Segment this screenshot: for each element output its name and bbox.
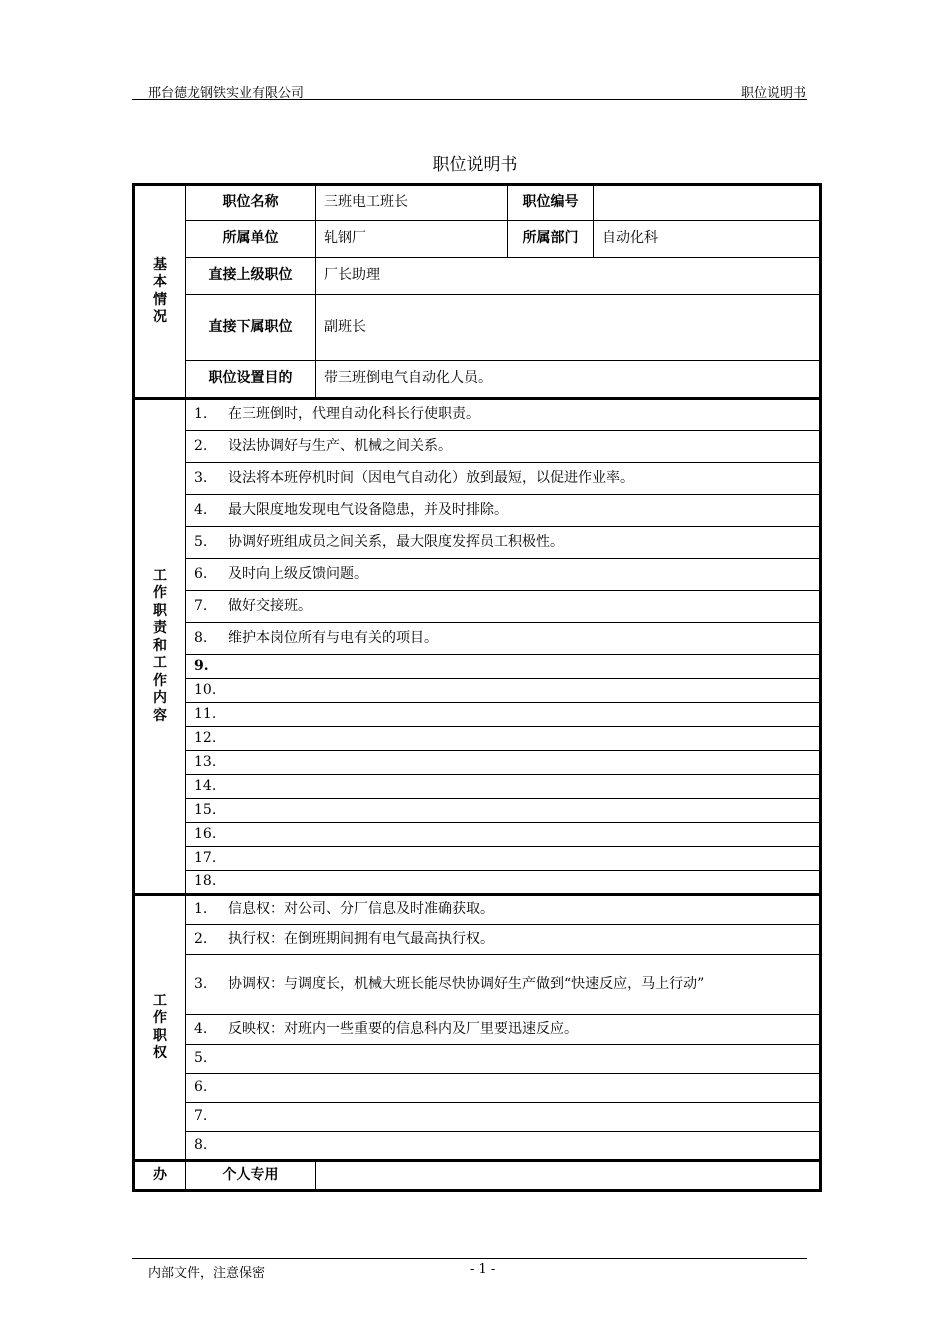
- section-duties-item: [186, 751, 821, 775]
- section-duties-item: [186, 591, 821, 623]
- item-number: 11.: [194, 705, 217, 722]
- section-duties-item: [186, 463, 821, 495]
- item-number: 16.: [194, 825, 217, 842]
- superior-value: 厂长助理: [316, 258, 821, 295]
- header-doc-name: 职位说明书: [740, 86, 806, 101]
- position-code-value: [594, 185, 821, 221]
- section-label-char: 权: [153, 1045, 167, 1061]
- section-duties-item: [186, 847, 821, 871]
- section-label-char: 职: [153, 602, 167, 619]
- section-duties-item: [186, 431, 821, 463]
- item-number: 2.: [194, 437, 208, 454]
- subordinate-value: 副班长: [316, 295, 821, 361]
- section-duties-label: [134, 399, 186, 895]
- item-text: 及时向上级反馈问题。: [228, 565, 368, 582]
- section-duties-item: [186, 399, 821, 431]
- section-duties-item: [186, 495, 821, 527]
- dept-label: 所属部门: [508, 221, 594, 258]
- item-text: 执行权：在倒班期间拥有电气最高执行权。: [228, 930, 494, 947]
- item-text: 协调权：与调度长，机械大班长能尽快协调好生产做到“快速反应，马上行动”: [228, 976, 705, 992]
- section-authority-item: [186, 1074, 821, 1103]
- section-authority-item: [186, 925, 821, 955]
- position-code-label: 职位编号: [508, 185, 594, 221]
- item-number: 4.: [194, 501, 208, 518]
- item-number: 2.: [194, 930, 208, 947]
- footer-page-number: - 1 -: [470, 1262, 496, 1277]
- item-number: 1.: [194, 406, 208, 423]
- item-number: 7.: [194, 597, 208, 614]
- section-authority-item: [186, 955, 821, 1015]
- section-duties-item: [186, 727, 821, 751]
- section-authority-item: [186, 895, 821, 925]
- item-number: 15.: [194, 801, 217, 818]
- footer-confidential: 内部文件，注意保密: [148, 1266, 266, 1281]
- item-number: 10.: [194, 681, 217, 698]
- section-label-char: 作: [153, 585, 167, 602]
- item-number: 4.: [194, 1020, 208, 1037]
- item-number: 8.: [194, 1136, 208, 1153]
- footer-rule: [132, 1258, 807, 1259]
- section-authority-item: [186, 1015, 821, 1045]
- item-text: 在三班倒时，代理自动化科长行使职责。: [228, 406, 480, 423]
- header-company: 邢台德龙钢铁实业有限公司: [148, 86, 305, 101]
- item-number: 13.: [194, 753, 217, 770]
- section-authority-item: [186, 1132, 821, 1161]
- section-duties-item: [186, 799, 821, 823]
- section-label-char: 工: [153, 567, 167, 584]
- section-duties-item: [186, 559, 821, 591]
- unit-label: 所属单位: [186, 221, 316, 258]
- section-basic-text: [143, 257, 177, 327]
- page-title: 职位说明书: [432, 155, 518, 175]
- item-text: 协调好班组成员之间关系，最大限度发挥员工积极性。: [228, 533, 564, 550]
- item-number: 6.: [194, 1079, 208, 1096]
- section-label-char: 工: [153, 992, 167, 1009]
- item-number: 14.: [194, 777, 217, 794]
- position-name-label: 职位名称: [186, 185, 316, 221]
- section-duties-item: [186, 703, 821, 727]
- item-number: 5.: [194, 533, 208, 550]
- section-authority-text: [143, 993, 177, 1063]
- section-label-char: 作: [153, 672, 167, 689]
- item-text: 信息权：对公司、分厂信息及时准确获取。: [228, 901, 494, 918]
- section-duties-item: [186, 623, 821, 655]
- item-number: 3.: [194, 469, 208, 486]
- item-number: 1.: [194, 901, 208, 918]
- unit-value: 轧钢厂: [316, 221, 508, 258]
- section-label-char: 情: [153, 291, 167, 308]
- item-text: 维护本岗位所有与电有关的项目。: [228, 629, 438, 646]
- subordinate-label: 直接下属职位: [186, 295, 316, 361]
- section-duties-item: [186, 655, 821, 679]
- section-authority-label: [134, 895, 186, 1161]
- section-label-char: 基: [153, 256, 167, 273]
- section-duties-item: [186, 527, 821, 559]
- item-number: 6.: [194, 565, 208, 582]
- item-text: 反映权：对班内一些重要的信息科内及厂里要迅速反应。: [228, 1020, 578, 1037]
- item-text: 设法协调好与生产、机械之间关系。: [228, 437, 452, 454]
- purpose-value: 带三班倒电气自动化人员。: [316, 361, 821, 399]
- section-duties-text: [143, 568, 177, 726]
- item-number: 8.: [194, 629, 208, 646]
- section-office-label: 办: [134, 1161, 186, 1191]
- item-number: 17.: [194, 849, 217, 866]
- section-duties-item: [186, 823, 821, 847]
- section-basic-label: [134, 185, 186, 399]
- item-number: 18.: [194, 873, 217, 890]
- section-label-char: 职: [153, 1027, 167, 1044]
- job-description-table: [132, 183, 822, 1192]
- section-authority-item: [186, 1103, 821, 1132]
- item-number: 12.: [194, 729, 217, 746]
- personal-use-label: 个人专用: [186, 1161, 316, 1191]
- section-duties-item: [186, 679, 821, 703]
- section-label-char: 责: [153, 620, 167, 637]
- section-duties-item: [186, 775, 821, 799]
- item-number: 3.: [194, 976, 208, 992]
- item-number: 7.: [194, 1108, 208, 1125]
- item-text: 设法将本班停机时间（因电气自动化）放到最短，以促进作业率。: [228, 469, 634, 486]
- section-label-char: 内: [153, 690, 167, 707]
- header-rule: [132, 99, 807, 100]
- section-label-char: 容: [153, 707, 167, 724]
- section-label-char: 本: [153, 274, 167, 290]
- item-text: 做好交接班。: [228, 597, 312, 614]
- section-label-char: 工: [153, 655, 167, 672]
- personal-use-value: [316, 1161, 821, 1191]
- section-duties-item: [186, 871, 821, 895]
- item-text: 最大限度地发现电气设备隐患，并及时排除。: [228, 501, 508, 518]
- superior-label: 直接上级职位: [186, 258, 316, 295]
- position-name-value: 三班电工班长: [316, 185, 508, 221]
- dept-value: 自动化科: [594, 221, 821, 258]
- item-number: 9.: [194, 657, 209, 674]
- section-authority-item: [186, 1045, 821, 1074]
- purpose-label: 职位设置目的: [186, 361, 316, 399]
- section-label-char: 作: [153, 1010, 167, 1026]
- section-label-char: 况: [153, 309, 167, 325]
- section-label-char: 和: [153, 637, 167, 654]
- item-number: 5.: [194, 1050, 208, 1067]
